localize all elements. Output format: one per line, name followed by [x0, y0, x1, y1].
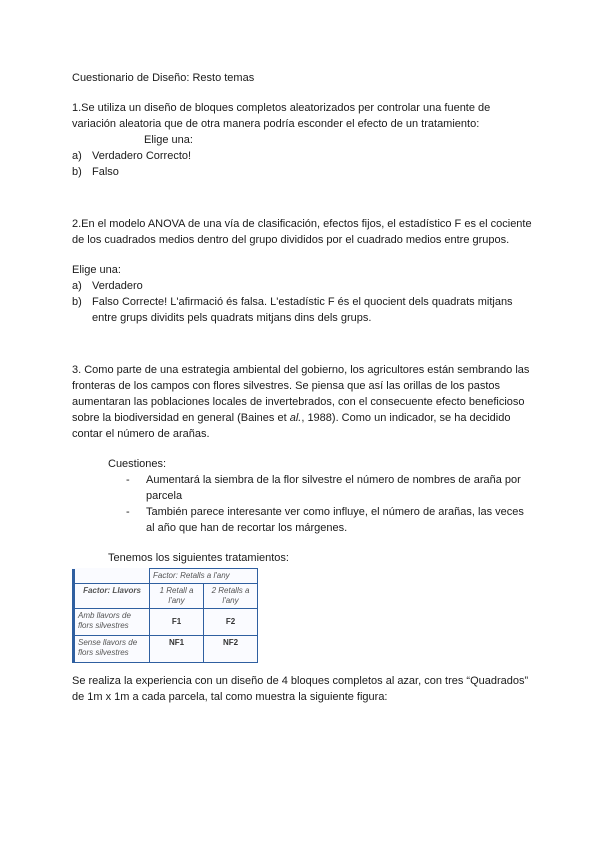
question-2-elige-label: Elige una:: [72, 264, 121, 276]
cuestiones-list-wrap: [108, 472, 532, 536]
spacer: [72, 663, 532, 673]
option-marker: b): [72, 166, 82, 178]
option-text: Falso Correcte! L'afirmació és falsa. L'estadístic F és el quocient dels quadrats mitjans entre grups dividits pels quadrats mitjans dins dels grups.: [92, 296, 513, 324]
option-marker: a): [72, 150, 82, 162]
tratamientos-label: Tenemos los siguientes tratamientos:: [108, 552, 289, 564]
cuestiones-label: Cuestiones:: [108, 458, 167, 470]
table-row-label: Amb llavors de flors silvestres: [74, 609, 150, 636]
table-cell: NF1: [150, 636, 204, 663]
option-text: Verdadero Correcto!: [92, 150, 192, 162]
question-3-text-before: 3. Como parte de una estrategia ambiental del gobierno, los agricultores están sembrando las fronteras de los campos con flores silvestres. Se piensa que así las orillas de los pastos aumentaran las poblaciones locales de invertebrados, con el consecuente efecto beneficioso sobre la biodiversidad en general (Baines et: [72, 364, 530, 424]
cuestion-text: También parece interesante ver como influye, el número de arañas, las veces al año que han de recortar los márgenes.: [146, 506, 524, 534]
question-1-options: [72, 148, 532, 180]
table-factor-header: Factor: Retalls a l'any: [150, 569, 258, 584]
table-cell: NF2: [204, 636, 258, 663]
table-row-header: Factor: Llavors: [74, 584, 150, 609]
option-text: Falso: [92, 166, 119, 178]
question-1-elige-label: Elige una:: [144, 134, 193, 146]
question-1-option-b: [72, 164, 532, 180]
table-col-header-2: 2 Retalls a l'any: [204, 584, 258, 609]
question-2-options: [72, 278, 532, 326]
question-3-text: [72, 362, 532, 442]
spacer: [72, 248, 532, 262]
table-row: [74, 569, 258, 584]
question-3-etal: al.: [289, 412, 302, 424]
cuestion-item: [126, 504, 532, 536]
document-page: [72, 70, 532, 705]
table-row-label: Sense llavors de flors silvestres: [74, 636, 150, 663]
table-cell: F1: [150, 609, 204, 636]
document-title: Cuestionario de Diseño: Resto temas: [72, 72, 255, 84]
spacer: [72, 326, 532, 362]
question-2-option-b: [72, 294, 532, 326]
table-row: [74, 584, 258, 609]
question-2-text: 2.En el modelo ANOVA de una vía de clasificación, efectos fijos, el estadístico F es el cociente de los cuadrados medios dentro del grupo divididos por el cuadrado medios entre grupos.: [72, 218, 532, 246]
question-3-text-after: , 1988). Como un indicador, se ha decidido contar el número de arañas.: [72, 412, 511, 440]
cuestion-item: [126, 472, 532, 504]
dash-marker: -: [126, 506, 130, 518]
spacer: [72, 536, 532, 550]
option-text: Verdadero: [92, 280, 143, 292]
question-1-option-a: [72, 148, 532, 164]
table-row: [74, 609, 258, 636]
closing-text: Se realiza la experiencia con un diseño de 4 bloques completos al azar, con tres “Quadrados” de 1m x 1m a cada parcela, tal como muestra la siguiente figura:: [72, 675, 529, 703]
option-marker: a): [72, 280, 82, 292]
question-2-option-a: [72, 278, 532, 294]
option-marker: b): [72, 296, 82, 308]
table-cell: F2: [204, 609, 258, 636]
spacer: [72, 180, 532, 216]
table-cell-empty: [74, 569, 150, 584]
treatments-table: [72, 568, 258, 663]
question-1-text: 1.Se utiliza un diseño de bloques completos aleatorizados per controlar una fuente de variación aleatoria que de otra manera podría esconder el efecto de un tratamiento:: [72, 102, 491, 130]
table-row: [74, 636, 258, 663]
cuestiones-list: [126, 472, 532, 536]
cuestion-text: Aumentará la siembra de la flor silvestre el número de nombres de araña por parcela: [146, 474, 521, 502]
table-col-header-1: 1 Retall a l'any: [150, 584, 204, 609]
spacer: [72, 442, 532, 456]
dash-marker: -: [126, 474, 130, 486]
